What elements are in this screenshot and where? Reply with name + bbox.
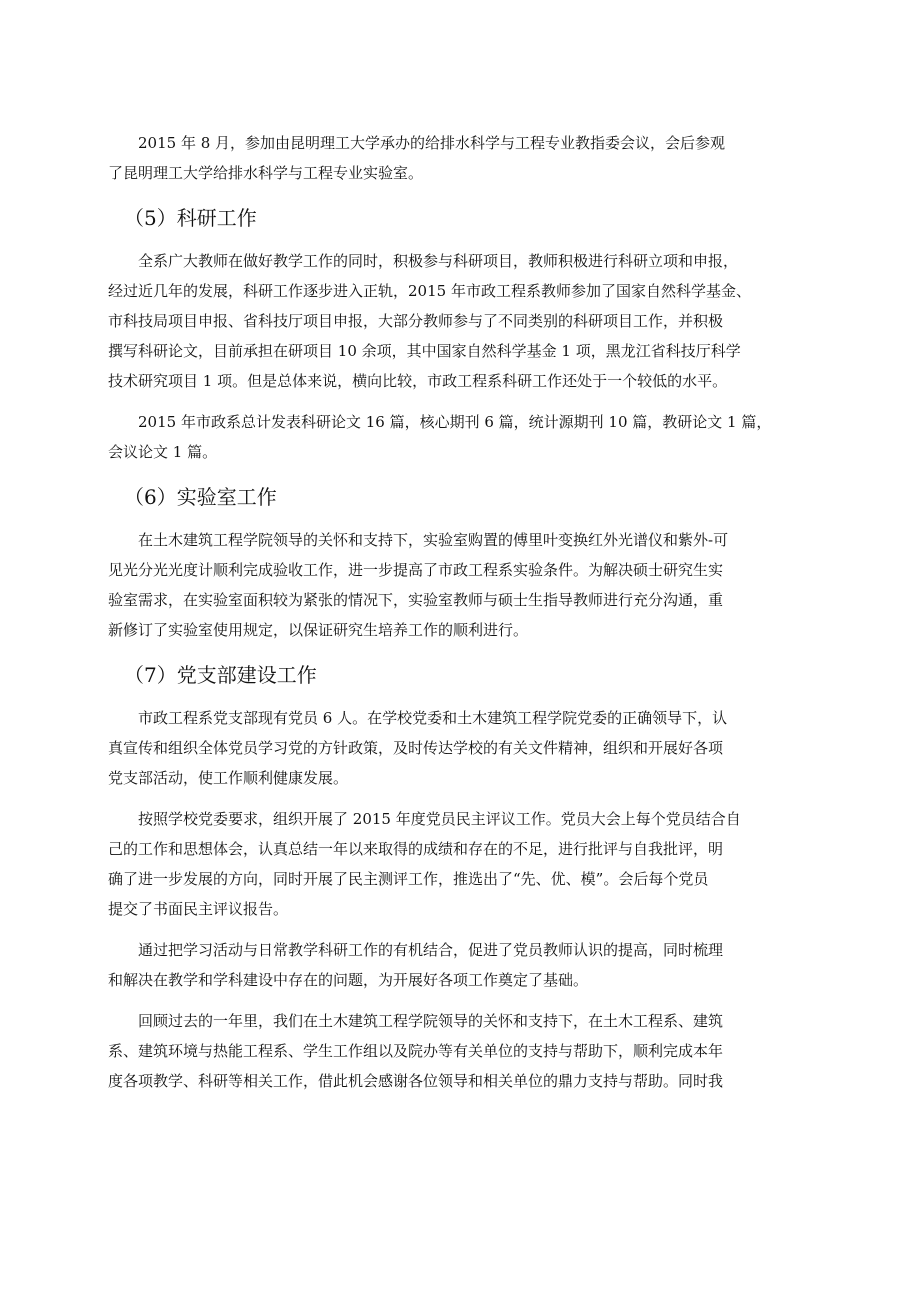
text-line: 经过近几年的发展，科研工作逐步进入正轨，2015 年市政工程系教师参加了国家自然科学基金、 bbox=[108, 282, 751, 300]
text-line: 度各项教学、科研等相关工作，借此机会感谢各位领导和相关单位的鼎力支持与帮助。同时我 bbox=[108, 1072, 724, 1090]
text-line: 按照学校党委要求，组织开展了 2015 年度党员民主评议工作。党员大会上每个党员结合自 bbox=[138, 810, 741, 828]
text-line: 提交了书面民主评议报告。 bbox=[108, 900, 289, 918]
text-line: 见光分光光度计顺利完成验收工作，进一步提高了市政工程系实验条件。为解决硕士研究生实 bbox=[108, 561, 724, 579]
section-heading-party: （7）党支部建设工作 bbox=[124, 663, 317, 687]
research-paragraph-2 bbox=[108, 407, 812, 467]
text-line: 了昆明理工大学给排水科学与工程专业实验室。 bbox=[108, 164, 424, 182]
text-line: 市政工程系党支部现有党员 6 人。在学校党委和土木建筑工程学院党委的正确领导下，认 bbox=[138, 709, 728, 727]
text-line: 系、建筑环境与热能工程系、学生工作组以及院办等有关单位的支持与帮助下，顺利完成本年 bbox=[108, 1042, 724, 1060]
lab-paragraph-1 bbox=[108, 525, 812, 645]
text-line: 会议论文 1 篇。 bbox=[108, 443, 218, 461]
text-line: 真宣传和组织全体党员学习党的方针政策，及时传达学校的有关文件精神，组织和开展好各项 bbox=[108, 739, 724, 757]
text-line: 己的工作和思想体会，认真总结一年以来取得的成绩和存在的不足，进行批评与自我批评，明 bbox=[108, 840, 724, 858]
text-line: 市科技局项目申报、省科技厅项目申报，大部分教师参与了不同类别的科研项目工作，并积极 bbox=[108, 312, 724, 330]
review-paragraph bbox=[108, 1006, 812, 1096]
text-line: 新修订了实验室使用规定，以保证研究生培养工作的顺利进行。 bbox=[108, 621, 529, 639]
party-paragraph-3 bbox=[108, 935, 812, 995]
research-paragraph-1 bbox=[108, 246, 812, 396]
section-heading-research: （5）科研工作 bbox=[124, 206, 257, 230]
intro-paragraph bbox=[108, 128, 812, 188]
text-line: 2015 年市政系总计发表科研论文 16 篇，核心期刊 6 篇，统计源期刊 10 篇，教研论文 1 篇， bbox=[138, 413, 772, 431]
text-line: 回顾过去的一年里，我们在土木建筑工程学院领导的关怀和支持下，在土木工程系、建筑 bbox=[138, 1012, 724, 1030]
document-body bbox=[108, 128, 812, 1107]
text-line: 验室需求，在实验室面积较为紧张的情况下，实验室教师与硕士生指导教师进行充分沟通，重 bbox=[108, 591, 724, 609]
party-paragraph-2 bbox=[108, 804, 812, 924]
party-paragraph-1 bbox=[108, 703, 812, 793]
text-line: 撰写科研论文，目前承担在研项目 10 余项，其中国家自然科学基金 1 项，黑龙江省科技厅科学 bbox=[108, 342, 741, 360]
text-line: 2015 年 8 月，参加由昆明理工大学承办的给排水科学与工程专业教指委会议，会后参观 bbox=[138, 134, 726, 152]
text-line: 通过把学习活动与日常教学科研工作的有机结合，促进了党员教师认识的提高，同时梳理 bbox=[138, 941, 724, 959]
text-line: 全系广大教师在做好教学工作的同时，积极参与科研项目，教师积极进行科研立项和申报， bbox=[138, 252, 739, 270]
text-line: 在土木建筑工程学院领导的关怀和支持下，实验室购置的傅里叶变换红外光谱仪和紫外-可 bbox=[138, 531, 729, 549]
section-heading-lab: （6）实验室工作 bbox=[124, 485, 277, 509]
text-line: 和解决在教学和学科建设中存在的问题，为开展好各项工作奠定了基础。 bbox=[108, 971, 589, 989]
text-line: 党支部活动，使工作顺利健康发展。 bbox=[108, 769, 349, 787]
text-line: 技术研究项目 1 项。但是总体来说，横向比较，市政工程系科研工作还处于一个较低的水平。 bbox=[108, 372, 728, 390]
text-line: 确了进一步发展的方向，同时开展了民主测评工作，推选出了“先、优、模”。会后每个党员 bbox=[108, 870, 709, 888]
